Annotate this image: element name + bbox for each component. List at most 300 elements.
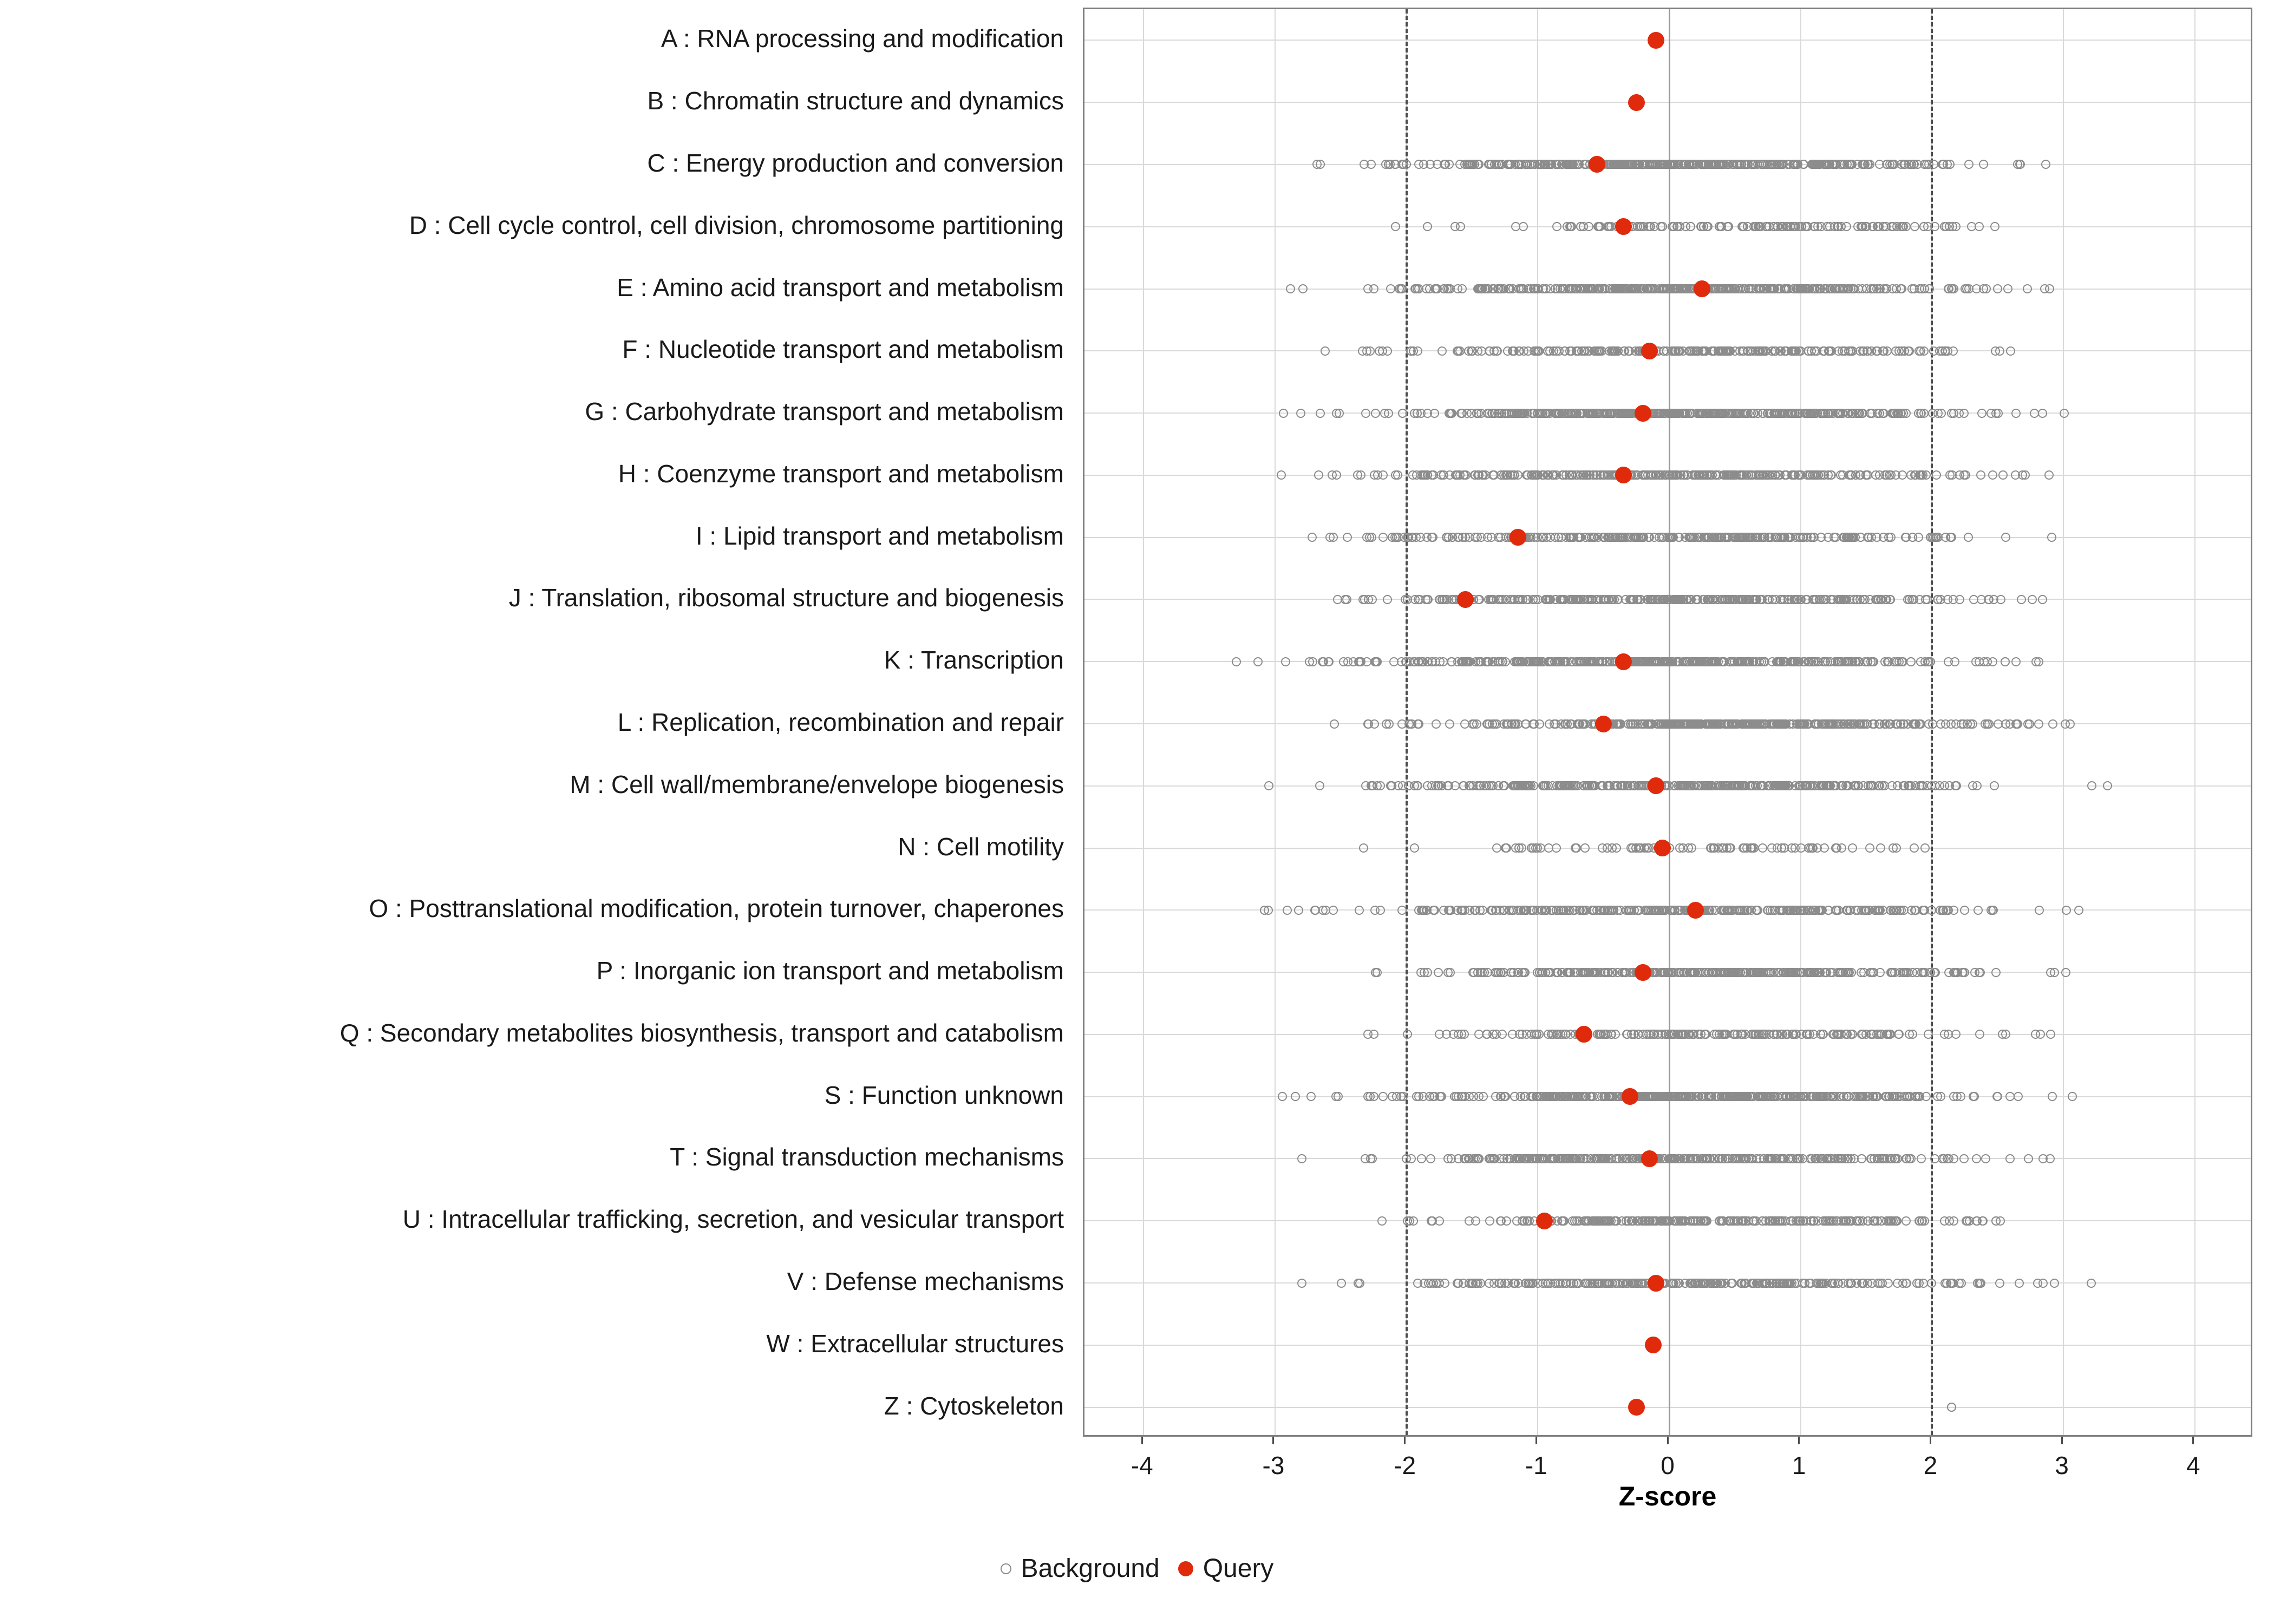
background-point	[1491, 409, 1500, 418]
background-point	[2061, 968, 2070, 977]
background-point	[1846, 906, 1855, 915]
background-point	[1278, 1092, 1287, 1101]
background-point	[2047, 533, 2056, 542]
background-point	[1413, 409, 1422, 418]
background-point	[1583, 409, 1592, 418]
background-point	[1838, 409, 1847, 418]
background-point	[2011, 657, 2021, 666]
horizontal-gridline	[1084, 1345, 2251, 1346]
background-point	[1398, 409, 1407, 418]
background-point	[1549, 470, 1558, 480]
background-point	[1679, 968, 1688, 977]
background-point	[1979, 284, 1988, 293]
background-point	[1979, 160, 1988, 169]
background-point	[1560, 781, 1570, 790]
background-point	[2011, 470, 2020, 480]
background-point	[1704, 719, 1713, 729]
background-point	[1841, 595, 1850, 604]
background-point	[1787, 657, 1796, 666]
background-point	[1371, 409, 1380, 418]
category-label-g: G : Carbohydrate transport and metabolism	[585, 397, 1064, 426]
background-point	[1496, 533, 1505, 542]
background-point	[1767, 346, 1776, 356]
background-point	[1788, 222, 1798, 231]
background-point	[1407, 719, 1416, 729]
background-point	[1378, 533, 1388, 542]
category-label-o: O : Posttranslational modification, protein turnover, chaperones	[369, 894, 1064, 923]
background-point	[2011, 409, 2021, 418]
background-point	[1938, 906, 1947, 915]
background-point	[1499, 906, 1508, 915]
background-point	[1315, 781, 1324, 790]
background-point	[1355, 906, 1364, 915]
background-point	[1977, 409, 1987, 418]
background-point	[1993, 1092, 2002, 1101]
background-point	[1679, 409, 1688, 418]
category-label-s: S : Function unknown	[824, 1081, 1064, 1109]
background-point	[1492, 843, 1501, 853]
category-label-z: Z : Cytoskeleton	[884, 1391, 1064, 1420]
background-point	[1917, 968, 1926, 977]
background-point	[1599, 595, 1609, 604]
background-point	[1468, 346, 1477, 356]
background-point	[1503, 346, 1512, 356]
background-point	[1605, 409, 1615, 418]
background-point	[1891, 346, 1900, 356]
background-point	[1816, 409, 1825, 418]
background-point	[2061, 719, 2070, 729]
background-point	[1668, 222, 1677, 231]
background-point	[1342, 595, 1351, 604]
background-point	[1559, 284, 1568, 293]
background-point	[1389, 657, 1399, 666]
background-point	[1635, 160, 1644, 169]
background-point	[1439, 906, 1448, 915]
background-point	[1773, 719, 1782, 729]
background-point	[1991, 409, 2001, 418]
category-label-t: T : Signal transduction mechanisms	[670, 1143, 1064, 1171]
background-point	[1703, 222, 1713, 231]
background-point	[1959, 409, 1969, 418]
background-point	[1666, 968, 1675, 977]
background-point	[1990, 781, 1999, 790]
background-point	[1651, 906, 1660, 915]
background-point	[1531, 843, 1540, 853]
background-point	[1975, 968, 1984, 977]
background-point	[1359, 843, 1368, 853]
background-point	[1608, 843, 1617, 853]
background-point	[1868, 781, 1878, 790]
background-point	[1792, 906, 1801, 915]
background-point	[1787, 346, 1796, 356]
background-point	[1911, 470, 1920, 480]
background-point	[1493, 284, 1502, 293]
background-point	[1893, 781, 1902, 790]
background-point	[1492, 346, 1501, 356]
background-point	[1750, 719, 1759, 729]
background-point	[1598, 843, 1607, 853]
background-point	[1470, 906, 1479, 915]
background-point	[1724, 222, 1733, 231]
background-point	[1717, 657, 1727, 666]
background-point	[1920, 843, 1930, 853]
background-point	[1391, 222, 1400, 231]
background-point	[1723, 595, 1733, 604]
background-point	[1403, 1030, 1412, 1039]
background-point	[1585, 284, 1595, 293]
background-point	[1542, 906, 1551, 915]
category-axis-labels	[0, 0, 1075, 1440]
background-point	[1603, 533, 1612, 542]
background-point	[1432, 719, 1441, 729]
background-point	[1378, 470, 1388, 480]
background-point	[1590, 906, 1599, 915]
background-point	[1504, 284, 1513, 293]
background-point	[1414, 657, 1423, 666]
background-point	[1929, 346, 1938, 356]
background-point	[1397, 906, 1407, 915]
background-point	[1291, 1092, 1300, 1101]
background-point	[1728, 906, 1737, 915]
background-point	[1521, 719, 1531, 729]
background-point	[1765, 968, 1774, 977]
background-point	[1908, 968, 1917, 977]
background-point	[1886, 533, 1896, 542]
background-point	[1435, 1030, 1444, 1039]
background-point	[1691, 719, 1700, 729]
background-point	[1776, 906, 1786, 915]
horizontal-gridline	[1084, 1407, 2251, 1408]
category-label-a: A : RNA processing and modification	[661, 24, 1064, 53]
background-point	[1696, 1030, 1706, 1039]
background-point	[1865, 160, 1874, 169]
background-point	[2035, 906, 2044, 915]
background-point	[1847, 409, 1856, 418]
background-point	[1795, 968, 1805, 977]
background-point	[2048, 719, 2057, 729]
background-point	[1819, 346, 1828, 356]
background-point	[1330, 719, 1339, 729]
category-label-h: H : Coenzyme transport and metabolism	[618, 459, 1064, 488]
background-point	[1534, 346, 1544, 356]
background-point	[1367, 160, 1376, 169]
background-point	[1634, 781, 1643, 790]
background-point	[1365, 346, 1375, 356]
background-point	[1804, 346, 1813, 356]
background-point	[1442, 284, 1452, 293]
background-point	[1747, 906, 1756, 915]
background-point	[1437, 346, 1447, 356]
background-point	[1936, 719, 1945, 729]
background-point	[1479, 470, 1488, 480]
background-point	[2034, 719, 2043, 729]
background-point	[1949, 906, 1958, 915]
background-point	[1670, 719, 1680, 729]
background-point	[1458, 409, 1467, 418]
background-point	[1545, 346, 1554, 356]
background-point	[1430, 409, 1439, 418]
background-point	[1506, 968, 1515, 977]
background-point	[1253, 657, 1263, 666]
background-point	[1707, 346, 1716, 356]
background-point	[1552, 409, 1561, 418]
background-point	[1434, 968, 1443, 977]
background-point	[1413, 346, 1422, 356]
background-point	[1828, 409, 1838, 418]
background-point	[1427, 533, 1436, 542]
background-point	[1316, 160, 1325, 169]
background-point	[2062, 906, 2071, 915]
background-point	[1681, 222, 1690, 231]
background-point	[1819, 160, 1828, 169]
background-point	[1510, 409, 1519, 418]
background-point	[1232, 657, 1241, 666]
category-label-k: K : Transcription	[884, 646, 1064, 675]
background-point	[1360, 595, 1369, 604]
background-point	[1775, 346, 1785, 356]
background-point	[1332, 409, 1341, 418]
background-point	[1678, 346, 1688, 356]
background-point	[1553, 968, 1563, 977]
background-point	[1805, 409, 1814, 418]
background-point	[2012, 719, 2021, 729]
background-point	[1517, 843, 1526, 853]
background-point	[1968, 719, 1977, 729]
background-point	[2031, 657, 2041, 666]
background-point	[2041, 160, 2050, 169]
background-point	[1974, 906, 1983, 915]
background-point	[1283, 906, 1292, 915]
category-label-i: I : Lipid transport and metabolism	[695, 521, 1064, 550]
background-point	[1931, 781, 1940, 790]
background-point	[2046, 1030, 2055, 1039]
background-point	[1757, 595, 1767, 604]
background-point	[1579, 346, 1589, 356]
background-point	[1513, 470, 1522, 480]
background-point	[1487, 533, 1496, 542]
background-point	[1688, 968, 1697, 977]
background-point	[1730, 968, 1739, 977]
background-point	[1328, 470, 1337, 480]
background-point	[1659, 657, 1668, 666]
background-point	[1910, 843, 1919, 853]
background-point	[1899, 719, 1908, 729]
background-point	[1719, 346, 1728, 356]
background-point	[1363, 719, 1373, 729]
background-point	[1738, 222, 1747, 231]
background-point	[1742, 719, 1752, 729]
background-point	[1743, 657, 1752, 666]
background-point	[1371, 968, 1380, 977]
background-point	[1264, 906, 1273, 915]
background-point	[1814, 906, 1823, 915]
background-point	[1855, 719, 1864, 729]
background-point	[1674, 781, 1683, 790]
background-point	[1903, 595, 1912, 604]
background-point	[1631, 284, 1641, 293]
background-point	[1560, 346, 1570, 356]
background-point	[1914, 533, 1923, 542]
background-point	[1876, 968, 1885, 977]
background-point	[1380, 409, 1389, 418]
background-point	[1497, 968, 1506, 977]
background-point	[1524, 595, 1533, 604]
background-point	[1612, 719, 1621, 729]
background-point	[1863, 346, 1872, 356]
background-point	[1808, 843, 1817, 853]
background-point	[1381, 160, 1390, 169]
background-point	[1730, 1030, 1739, 1039]
background-point	[1321, 346, 1330, 356]
category-label-b: B : Chromatin structure and dynamics	[647, 87, 1064, 115]
background-point	[1575, 284, 1584, 293]
background-point	[1520, 968, 1530, 977]
background-point	[1653, 1030, 1662, 1039]
background-point	[1488, 470, 1498, 480]
background-point	[1484, 284, 1493, 293]
background-point	[1565, 595, 1574, 604]
background-point	[1316, 409, 1325, 418]
background-point	[1815, 968, 1824, 977]
background-point	[1383, 595, 1392, 604]
background-point	[1306, 1092, 1316, 1101]
background-point	[1446, 968, 1455, 977]
background-point	[1837, 657, 1846, 666]
background-point	[1998, 470, 2008, 480]
background-point	[1789, 160, 1799, 169]
background-point	[1369, 284, 1378, 293]
background-point	[2060, 409, 2069, 418]
background-point	[1951, 1030, 1961, 1039]
background-point	[1516, 284, 1525, 293]
horizontal-gridline	[1084, 40, 2251, 41]
background-point	[1890, 968, 1899, 977]
background-point	[1988, 657, 1997, 666]
background-point	[1769, 222, 1779, 231]
background-point	[1851, 533, 1860, 542]
background-point	[1333, 595, 1342, 604]
background-point	[1423, 595, 1432, 604]
background-point	[1561, 906, 1571, 915]
background-point	[2038, 409, 2047, 418]
background-point	[1929, 160, 1938, 169]
background-point	[1294, 906, 1303, 915]
background-point	[2044, 470, 2054, 480]
background-point	[1376, 781, 1385, 790]
background-point	[1991, 968, 2001, 977]
background-point	[1311, 906, 1320, 915]
background-point	[1279, 409, 1288, 418]
background-point	[1604, 968, 1613, 977]
background-point	[1675, 906, 1684, 915]
background-point	[2017, 595, 2026, 604]
background-point	[1613, 906, 1622, 915]
background-point	[1747, 409, 1756, 418]
background-point	[1458, 657, 1467, 666]
category-label-l: L : Replication, recombination and repair	[617, 708, 1064, 736]
background-point	[1988, 470, 1997, 480]
background-point	[1758, 843, 1767, 853]
background-point	[1921, 595, 1930, 604]
background-point	[1799, 160, 1808, 169]
background-point	[1910, 222, 1919, 231]
background-point	[1286, 284, 1295, 293]
background-point	[1657, 284, 1667, 293]
background-point	[1456, 222, 1465, 231]
background-point	[1845, 968, 1854, 977]
background-point	[1423, 222, 1432, 231]
background-point	[1482, 719, 1492, 729]
background-point	[2040, 284, 2049, 293]
background-point	[1408, 533, 1417, 542]
background-point	[1716, 719, 1726, 729]
background-point	[1395, 284, 1404, 293]
background-point	[1839, 719, 1848, 729]
background-point	[1567, 222, 1576, 231]
background-point	[1629, 595, 1638, 604]
background-point	[1975, 1030, 1984, 1039]
background-point	[1622, 409, 1631, 418]
background-point	[1386, 284, 1395, 293]
background-point	[1940, 222, 1949, 231]
background-point	[1964, 533, 1973, 542]
background-point	[1885, 1030, 1894, 1039]
background-point	[1405, 657, 1414, 666]
background-point	[1705, 409, 1714, 418]
background-point	[1584, 595, 1593, 604]
background-point	[1410, 284, 1420, 293]
category-label-w: W : Extracellular structures	[766, 1329, 1064, 1358]
background-point	[1990, 222, 1999, 231]
background-point	[1507, 719, 1517, 729]
background-point	[1580, 719, 1590, 729]
background-point	[1453, 284, 1462, 293]
background-point	[1296, 409, 1305, 418]
background-point	[1677, 595, 1686, 604]
vertical-gridline	[1275, 9, 1276, 1435]
background-point	[1909, 719, 1918, 729]
background-point	[1751, 781, 1760, 790]
background-point	[1343, 533, 1352, 542]
background-point	[1950, 657, 1959, 666]
background-point	[1789, 284, 1799, 293]
background-point	[1645, 719, 1654, 729]
background-point	[1478, 906, 1487, 915]
background-point	[1857, 906, 1866, 915]
background-point	[1819, 470, 1828, 480]
background-point	[1329, 533, 1338, 542]
background-point	[2087, 781, 2096, 790]
background-point	[1801, 781, 1811, 790]
background-point	[1967, 222, 1976, 231]
background-point	[1760, 657, 1769, 666]
background-point	[1512, 657, 1521, 666]
background-point	[1932, 470, 1941, 480]
background-point	[1586, 657, 1596, 666]
background-point	[2030, 409, 2039, 418]
background-point	[1841, 781, 1851, 790]
background-point	[1535, 409, 1545, 418]
background-point	[1678, 657, 1688, 666]
background-point	[1414, 906, 1423, 915]
background-point	[1919, 346, 1929, 356]
background-point	[1876, 843, 1885, 853]
background-point	[1946, 719, 1956, 729]
background-point	[1563, 968, 1572, 977]
background-point	[1731, 719, 1741, 729]
background-point	[2023, 719, 2033, 729]
background-point	[1819, 595, 1828, 604]
